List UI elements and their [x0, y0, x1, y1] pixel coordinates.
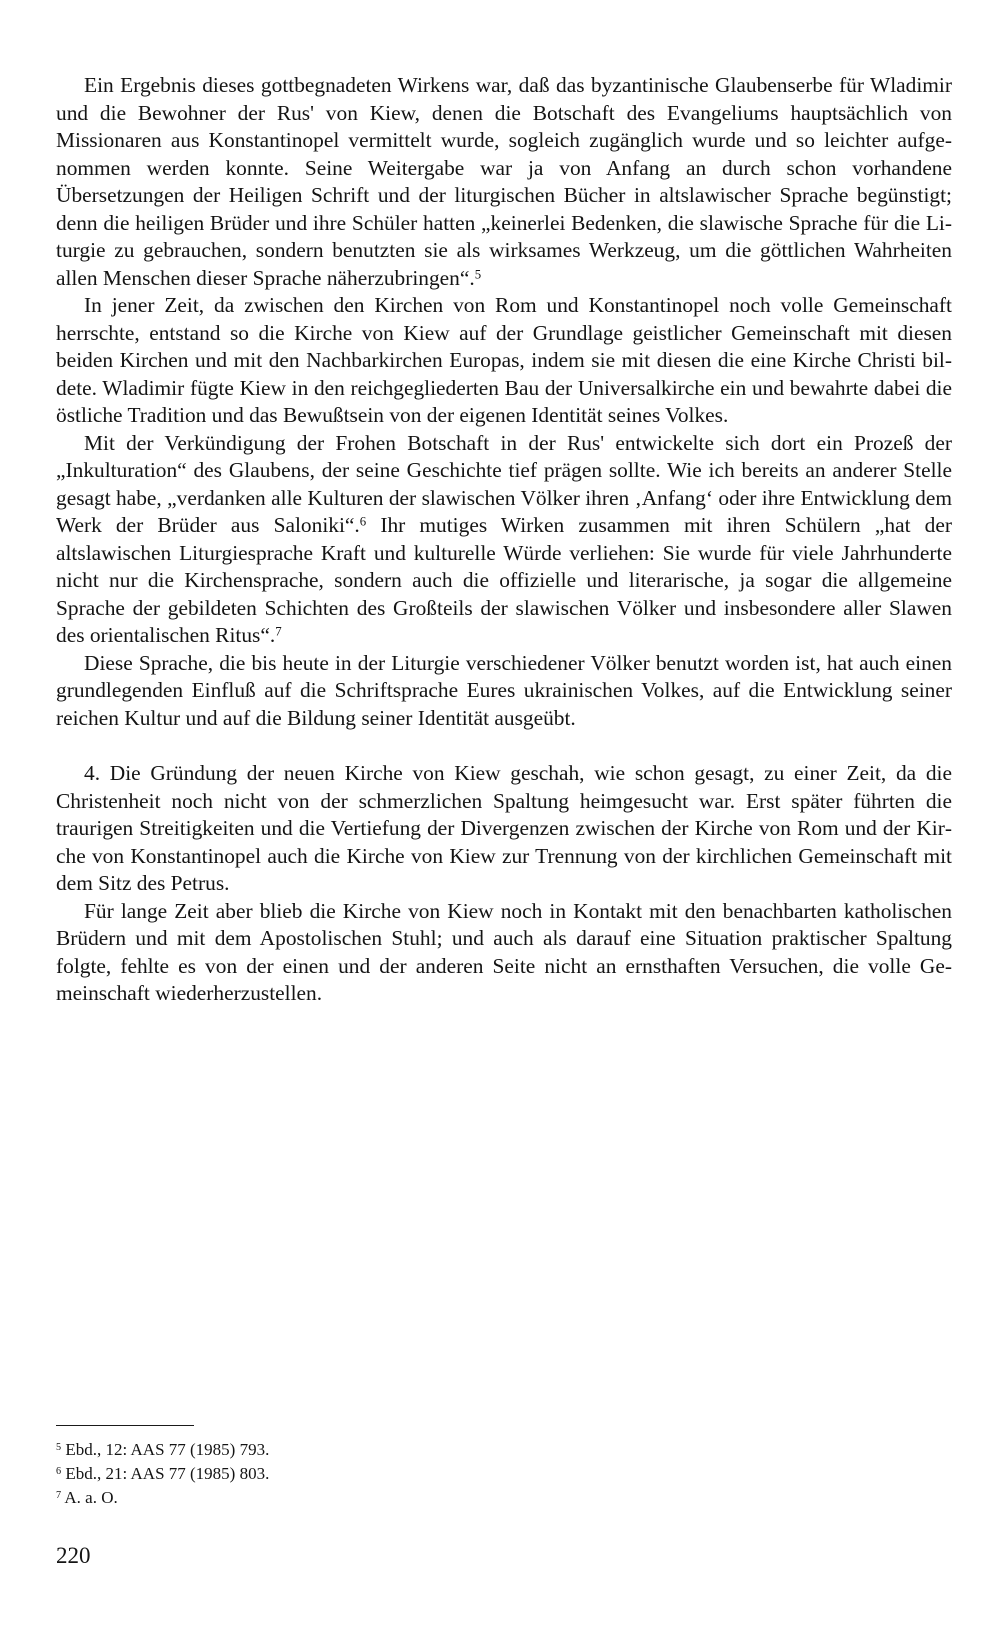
paragraph-2-text: In jener Zeit, da zwischen den Kirchen von Rom und Konstantinopel noch volle Gemeinschaft herrschte, entstand so die Kirche von Kiew auf der Grundlage geistlicher Gemeinschaft mit diesen beiden Kirchen und mit den Nachbarkirchen Europas, indem sie mit diesen die eine Kirche Christi bildete. Wladimir fügte Kiew in den reichgegliederten Bau der Universalkirche ein und bewahrte dabei die östliche Tradition und das Bewußtsein von der eigenen Identität seines Volkes.	[56, 293, 952, 427]
footnote-text: A. a. O.	[61, 1488, 118, 1507]
footnote-mark: 7	[56, 1489, 62, 1501]
footnote-ref-5: 5	[474, 267, 482, 282]
page-body	[56, 72, 952, 1008]
footnote-divider	[56, 1425, 194, 1426]
paragraph-3-text-b: Ihr mutiges Wirken zusammen mit ihren Schülern „hat der altslawischen Liturgiesprache Kraft und kulturelle Würde verliehen: Sie wurde für viele Jahrhunderte nicht nur die Kirchensprache, sondern auch die offizielle und literarische, ja sogar die allgemeine Sprache der gebildeten Schichten des Großteils der slawischen Völker und insbesondere aller Slawen des orientalischen Ritus“.	[56, 513, 952, 647]
footnote-mark: 6	[56, 1465, 62, 1477]
paragraph-3-text-a: Mit der Verkündigung der Frohen Botschaft in der Rus' entwickelte sich dort ein Prozeß der „Inkulturation“ des Glaubens, der seine Geschichte tief prägen sollte. Wie ich bereits an anderer Stelle gesagt habe, „verdanken alle Kulturen der slawischen Völker ihren ‚Anfang‘ oder ihre Entwicklung dem Werk der Brüder aus Saloniki“.	[56, 430, 952, 537]
paragraph-4-text: Diese Sprache, die bis heute in der Liturgie verschiedener Völker benutzt worden ist, hat auch einen grundlegenden Einfluß auf die Schriftsprache Eures ukrainischen Volkes, auf die Entwicklung seiner reichen Kultur und auf die Bildung seiner Identität ausgeübt.	[56, 650, 952, 730]
footnote-text: Ebd., 12: AAS 77 (1985) 793.	[61, 1440, 270, 1459]
footnote-5	[56, 1438, 656, 1462]
footnote-6	[56, 1462, 656, 1486]
paragraph-section-4	[56, 760, 952, 898]
footnote-7	[56, 1486, 656, 1510]
paragraph-6-text: Für lange Zeit aber blieb die Kirche von Kiew noch in Kontakt mit den benachbarten katholischen Brüdern und mit dem Apostolischen Stuhl; und auch als darauf eine Situation praktischer Spaltung folgte, fehlte es von der einen und der anderen Seite nicht an ernsthaften Versuchen, die volle Gemeinschaft wiederherzustellen.	[56, 898, 952, 1005]
footnote-ref-7: 7	[275, 624, 282, 639]
paragraph-2	[56, 292, 952, 430]
paragraph-6	[56, 898, 952, 1008]
footnote-text: Ebd., 21: AAS 77 (1985) 803.	[61, 1464, 270, 1483]
paragraph-1	[56, 72, 952, 292]
paragraph-3	[56, 430, 952, 650]
paragraph-4	[56, 650, 952, 733]
page-number: 220	[56, 1543, 91, 1568]
footnote-mark: 5	[56, 1441, 62, 1453]
footnotes	[56, 1438, 656, 1510]
footnote-ref-6: 6	[359, 514, 367, 529]
paragraph-1-text: Ein Ergebnis dieses gottbegnadeten Wirkens war, daß das byzantinische Glaubenserbe für Wladimir und die Bewohner der Rus' von Kiew, denen die Botschaft des Evangeliums hauptsächlich von Missionaren aus Konstantinopel vermittelt wurde, sogleich zugänglich wurde und so leichter aufgenommen werden konnte. Seine Weitergabe war ja von Anfang an durch schon vorhandene Übersetzungen der Heiligen Schrift und der liturgischen Bücher in altslawischer Sprache begünstigt; denn die heiligen Brüder und ihre Schüler hatten „keinerlei Bedenken, die slawische Sprache für die Liturgie zu gebrauchen, sondern benutzten sie als wirksames Werkzeug, um die göttlichen Wahrheiten allen Menschen dieser Sprache näherzubringen“.	[56, 73, 952, 290]
paragraph-section-4-text: 4. Die Gründung der neuen Kirche von Kiew geschah, wie schon gesagt, zu einer Zeit, da die Christenheit noch nicht von der schmerzlichen Spaltung heimgesucht war. Erst später führten die traurigen Streitigkeiten und die Vertiefung der Divergenzen zwischen der Kirche von Rom und der Kirche von Konstantinopel auch die Kirche von Kiew zur Trennung von der kirchlichen Gemeinschaft mit dem Sitz des Petrus.	[56, 761, 952, 895]
